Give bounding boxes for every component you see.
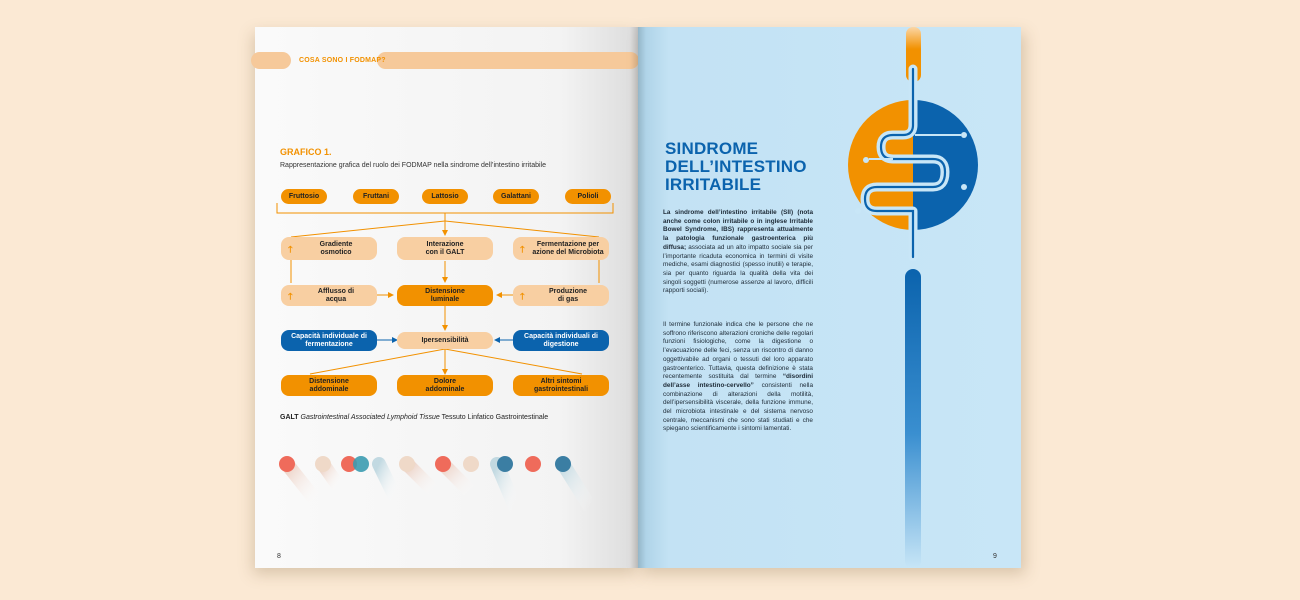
page-number-left: 8: [277, 553, 281, 560]
fodmap-fruttani: Fruttani: [353, 189, 399, 204]
fodmap-galattani: Galattani: [493, 189, 539, 204]
up-arrow-icon: 🡑: [288, 290, 293, 301]
graph-subtitle: Rappresentazione grafica del ruolo dei FODMAP nella sindrome dell’intestino irritabile: [280, 162, 547, 169]
section-header: COSA SONO I FODMAP?: [299, 57, 386, 64]
up-arrow-icon: 🡑: [520, 243, 525, 254]
fodmap-polioli: Polioli: [565, 189, 611, 204]
page-title: SINDROME DELL’INTESTINO IRRITABILE: [665, 139, 807, 194]
box-fermentazione: 🡑 Fermentazione per azione del Microbiota: [513, 237, 609, 260]
graph-title: GRAFICO 1.: [280, 147, 332, 157]
up-arrow-icon: 🡑: [520, 290, 525, 301]
box-interazione-galt: Interazione con il GALT: [397, 237, 493, 260]
galt-footnote: GALT Gastrointestinal Associated Lymphoid Tissue Tessuto Linfatico Gastrointestinale: [280, 414, 549, 421]
page-number-right: 9: [993, 553, 997, 560]
box-dolore-addominale: Dolore addominale: [397, 375, 493, 396]
left-page: [255, 27, 638, 568]
box-ipersensibilita: Ipersensibilità: [397, 332, 493, 349]
fodmap-fruttosio: Fruttosio: [281, 189, 327, 204]
right-page: [638, 27, 1021, 568]
intestine-illustration-icon: [833, 27, 1013, 568]
box-capacita-fermentazione: Capacità individuale di fermentazione: [281, 330, 377, 351]
up-arrow-icon: 🡑: [288, 243, 293, 254]
box-afflusso-acqua: 🡑 Afflusso di acqua: [281, 285, 377, 306]
paragraph-2: Il termine funzionale indica che le persone che ne soffrono riferiscono alterazioni croniche delle regolari funzioni fisiologiche, come la digestione o l’evacuazione delle feci, senza un riscontro di danno oggettivabile ad organi o tessuti del loro apparato gastroenterico. Tuttavia, questa definizione è stata recentemente sostituita dal termine “disordini dell’asse intestino-cervello” consistenti nella combinazione di alterazioni della motilità, dell’ipersensibilità viscerale, della funzione immune, del microbiota intestinale e del sistema nervoso centrale, meccanismi che sono stati studiati e che spiegano scientificamente i sintomi lamentati.: [663, 321, 813, 433]
decorative-dots: [275, 447, 595, 527]
box-produzione-gas: 🡑 Produzione di gas: [513, 285, 609, 306]
fodmap-lattosio: Lattosio: [422, 189, 468, 204]
box-distensione-addominale: Distensione addominale: [281, 375, 377, 396]
box-altri-sintomi: Altri sintomi gastrointestinali: [513, 375, 609, 396]
box-distensione-luminale: Distensione luminale: [397, 285, 493, 306]
box-capacita-digestione: Capacità individuali di digestione: [513, 330, 609, 351]
box-gradiente-osmotico: 🡑 Gradiente osmotico: [281, 237, 377, 260]
paragraph-1: La sindrome dell’intestino irritabile (SII) (nota anche come colon irritabile o in inglese Irritable Bowel Syndrome, IBS) rappresenta attualmente la patologia funzionale gastroenterica più diffusa; associata ad un alto impatto sociale sia per l’importante ricaduta economica in termini di visite mediche, esami diagnostici (spesso inutili) e terapie, sia per quanto riguarda la qualità della vita dei singoli soggetti (numerose assenze al lavoro, difficili rapporti sociali).: [663, 209, 813, 295]
